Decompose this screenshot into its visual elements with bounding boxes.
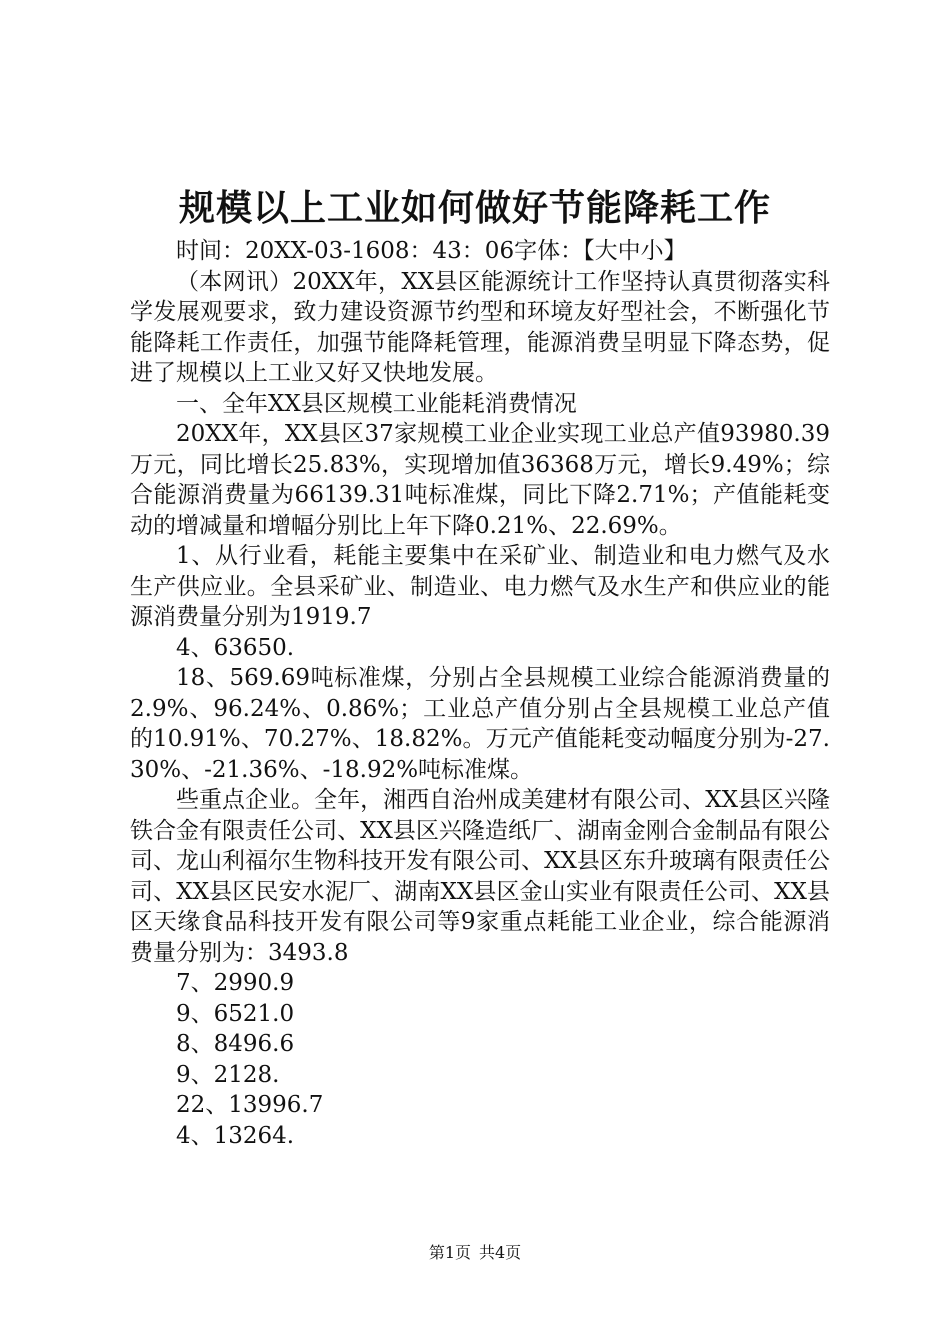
paragraph-fragment: 4、63650. [176, 634, 295, 661]
paragraph-share: 18、569.69吨标准煤，分别占全县规模工业综合能源消费量的2.9%、96.24%、0.86%；工业总产值分别占全县规模工业总产值的10.91%、70.27%、18.82%。万元产值能耗变动幅度分别为-27.30%、-21.36%、-18.92%吨标准煤。 [130, 665, 830, 783]
value-line: 8、8496.6 [176, 1031, 295, 1057]
paragraph-overview: 20XX年，XX县区37家规模工业企业实现工业总产值93980.39万元，同比增长25.83%，实现增加值36368万元，增长9.49%；综合能源消费量为66139.31吨标准煤，同比下降2.71%；产值能耗变动的增减量和增幅分别比上年下降0.21%、22.69%。 [130, 421, 830, 539]
meta-line: 时间：20XX-03-1608：43：06字体：【大中小】 [176, 238, 687, 264]
paragraph-industry: 1、从行业看，耗能主要集中在采矿业、制造业和电力燃气及水生产供应业。全县采矿业、制造业、电力燃气及水生产和供应业的能源消费量分别为1919.7 [130, 543, 830, 630]
page-footer [0, 1242, 950, 1264]
paragraph-intro: （本网讯）20XX年，XX县区能源统计工作坚持认真贯彻落实科学发展观要求，致力建设资源节约型和环境友好型社会，不断强化节能降耗工作责任，加强节能降耗管理，能源消费呈明显下降态势，促进了规模以上工业又好又快地发展。 [130, 268, 830, 386]
page-total: 共4页 [479, 1243, 522, 1262]
document-body [130, 236, 830, 1151]
paragraph-key-enterprises: 些重点企业。全年，湘西自治州成美建材有限公司、XX县区兴隆铁合金有限责任公司、XX县区兴隆造纸厂、湖南金刚合金制品有限公司、龙山利福尔生物科技开发有限公司、XX县区东升玻璃有限责任公司、XX县区民安水泥厂、湖南XX县区金山实业有限责任公司、XX县区天缘食品科技开发有限公司等9家重点耗能工业企业，综合能源消费量分别为：3493.8 [130, 787, 830, 966]
value-line: 4、13264. [176, 1122, 295, 1149]
value-line: 9、6521.0 [176, 1000, 295, 1027]
page-number: 第1页 [428, 1243, 471, 1262]
section-heading: 一、全年XX县区规模工业能耗消费情况 [176, 390, 577, 417]
value-line: 7、2990.9 [176, 970, 295, 996]
value-line: 9、2128. [176, 1061, 280, 1088]
document-title: 规模以上工业如何做好节能降耗工作 [178, 187, 771, 229]
value-line: 22、13996.7 [176, 1092, 324, 1118]
